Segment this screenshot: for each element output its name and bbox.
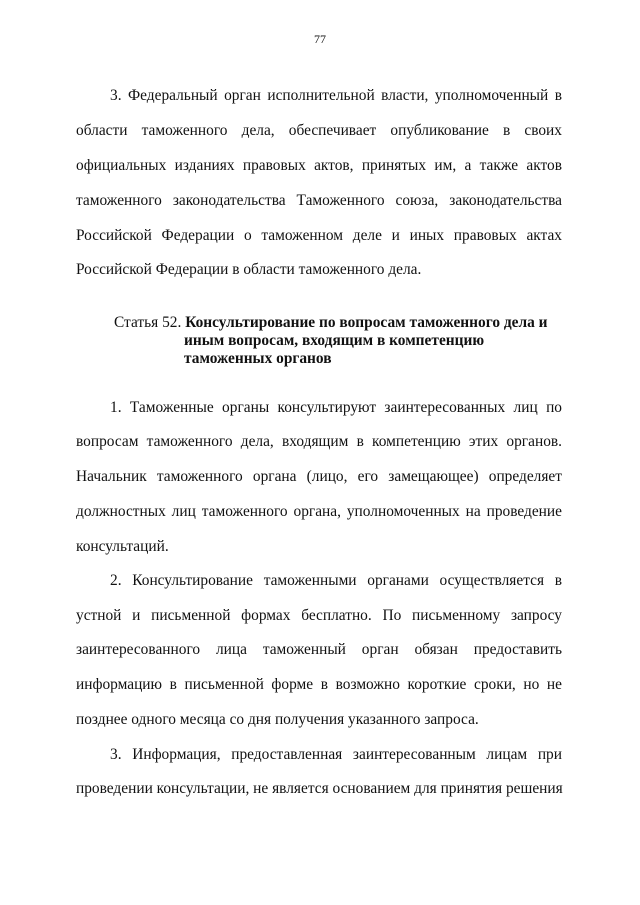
text-line: официальных изданиях правовых актов, принятых им, а также актов xyxy=(76,157,562,174)
text-line: 2. Консультирование таможенными органами осуществляется в xyxy=(110,572,562,589)
article-number: Статья 52. xyxy=(114,314,182,331)
text-line: проведении консультации, не является основанием для принятия решения xyxy=(76,780,563,797)
page-number: 77 xyxy=(314,32,326,46)
text-line: вопросам таможенного дела, входящим в компетенцию этих органов. xyxy=(76,433,562,450)
article-title: таможенных органов xyxy=(184,350,332,367)
article-heading-line-1 xyxy=(114,313,548,333)
text-line: 1. Таможенные органы консультируют заинтересованных лиц по xyxy=(110,399,562,416)
text-line: 3. Федеральный орган исполнительной власти, уполномоченный в xyxy=(110,87,562,104)
text-line: информацию в письменной форме в возможно короткие сроки, но не xyxy=(76,676,562,693)
text-line: консультаций. xyxy=(76,538,169,555)
text-line: области таможенного дела, обеспечивает опубликование в своих xyxy=(76,122,562,139)
text-line: таможенного законодательства Таможенного союза, законодательства xyxy=(76,192,562,209)
text-line: должностных лиц таможенного органа, уполномоченных на проведение xyxy=(76,503,562,520)
article-title: Консультирование по вопросам таможенного дела и xyxy=(185,314,548,331)
text-line: позднее одного месяца со дня получения указанного запроса. xyxy=(76,711,479,728)
text-line: 3. Информация, предоставленная заинтересованным лицам при xyxy=(110,746,562,763)
text-line: Начальник таможенного органа (лицо, его замещающее) определяет xyxy=(76,468,562,485)
text-line: Российской Федерации в области таможенного дела. xyxy=(76,261,422,278)
article-title: иным вопросам, входящим в компетенцию xyxy=(184,332,485,349)
text-line: устной и письменной формах бесплатно. По письменному запросу xyxy=(76,607,562,624)
text-line: заинтересованного лица таможенный орган обязан предоставить xyxy=(76,641,562,658)
text-line: Российской Федерации о таможенном деле и иных правовых актах xyxy=(76,227,562,244)
